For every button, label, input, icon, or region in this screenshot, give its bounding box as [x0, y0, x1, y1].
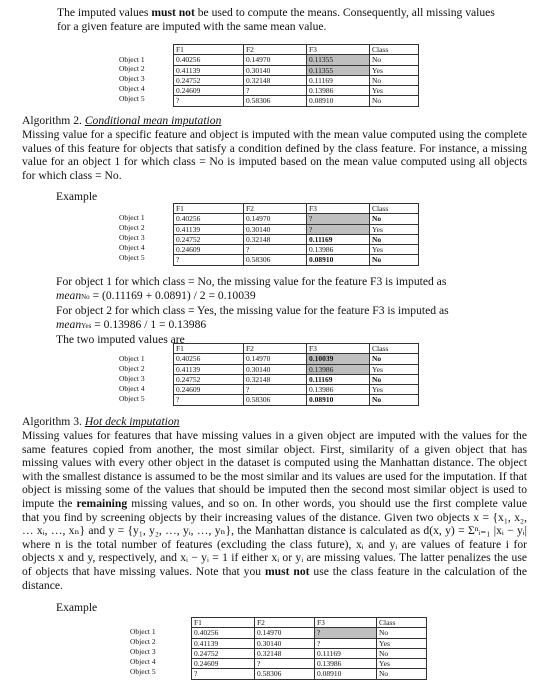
table-header-row	[174, 45, 419, 55]
table-header-cell: F1	[174, 204, 244, 214]
table-row	[174, 395, 419, 405]
table-cell: 0.24752	[174, 374, 244, 384]
table-cell: 0.11169	[307, 374, 370, 384]
table-cell: Yes	[370, 245, 419, 255]
table-cell: ?	[244, 385, 307, 395]
table-cell: 0.13986	[315, 659, 377, 669]
algo3-emphasis-remaining: remaining	[76, 496, 128, 510]
table-header-row	[174, 204, 419, 214]
row-label: Object 3	[130, 647, 156, 656]
table-row	[174, 385, 419, 395]
table-row	[174, 65, 419, 75]
table2	[173, 203, 419, 266]
row-label: Object 3	[119, 374, 145, 383]
table-cell: Yes	[377, 659, 427, 669]
table-row	[174, 55, 419, 65]
table-cell: 0.24752	[174, 75, 244, 85]
table-cell: 0.41139	[174, 364, 244, 374]
table-cell: No	[370, 214, 419, 224]
table-cell: No	[370, 234, 419, 244]
table-cell: 0.30140	[255, 638, 315, 648]
table-header-cell: F3	[307, 344, 370, 354]
mean-yes-subscript: Yes	[81, 321, 92, 330]
table-cell-imputed: 0.13986	[307, 364, 370, 374]
table-cell: 0.30140	[244, 65, 307, 75]
mean-no-subscript: No	[81, 292, 90, 301]
table-row	[174, 224, 419, 234]
table-cell: No	[370, 75, 419, 85]
table-header-row	[174, 344, 419, 354]
mean-no-label: mean	[56, 288, 82, 302]
algo2-title-name: Conditional mean imputation	[84, 114, 222, 127]
row-label: Object 4	[119, 84, 145, 93]
intro-text-a: The imputed values	[57, 6, 152, 19]
table-header-cell: F3	[315, 618, 377, 628]
table-cell: 0.32148	[255, 648, 315, 658]
table-cell: 0.08910	[315, 669, 377, 679]
table-cell: 0.24752	[174, 234, 244, 244]
row-label: Object 1	[119, 354, 145, 363]
table-row	[174, 234, 419, 244]
algo3-emphasis-must-not: must not	[264, 564, 310, 578]
table-header-cell: F2	[255, 618, 315, 628]
table-header-cell: F1	[192, 618, 255, 628]
mean-yes-label: mean	[56, 317, 82, 331]
table-cell: ?	[174, 96, 244, 106]
table-row	[174, 96, 419, 106]
table-cell: 0.24609	[174, 86, 244, 96]
calc-line-5: The two imputed values are	[56, 333, 185, 347]
table-cell: 0.30140	[244, 364, 307, 374]
table-cell: No	[370, 395, 419, 405]
table-cell-imputed: 0.11355	[307, 65, 370, 75]
table-header-cell: Class	[377, 618, 427, 628]
table-cell: ?	[192, 669, 255, 679]
table-cell: 0.14970	[244, 214, 307, 224]
intro-paragraph	[57, 6, 527, 33]
table-cell: 0.11169	[307, 75, 370, 85]
table-cell: ?	[244, 86, 307, 96]
table-cell: 0.13986	[307, 86, 370, 96]
table-cell: Yes	[370, 86, 419, 96]
table-cell-imputed: 0.10039	[307, 354, 370, 364]
table-header-cell: Class	[370, 204, 419, 214]
row-label: Object 2	[119, 64, 145, 73]
row-label: Object 2	[130, 637, 156, 646]
table-cell: 0.40256	[174, 55, 244, 65]
table-cell: 0.40256	[192, 628, 255, 638]
table-row	[192, 628, 427, 638]
table-cell: 0.08910	[307, 255, 370, 265]
table-cell: 0.11169	[315, 648, 377, 658]
table-row	[174, 255, 419, 265]
table-row	[174, 354, 419, 364]
table-cell-missing: ?	[307, 224, 370, 234]
algo3-title-name: Hot deck imputation	[84, 415, 180, 428]
row-label: Object 5	[119, 394, 145, 403]
table-cell: No	[377, 648, 427, 658]
table-cell: 0.24609	[174, 385, 244, 395]
table-header-cell: F2	[244, 204, 307, 214]
table-cell: No	[370, 374, 419, 384]
table-cell: 0.11169	[307, 234, 370, 244]
table-header-cell: F2	[244, 344, 307, 354]
intro-emphasis: must not	[151, 6, 195, 19]
table-cell-missing: ?	[307, 214, 370, 224]
table4	[191, 617, 427, 680]
algo2-title	[22, 114, 221, 128]
algo3-title	[22, 415, 179, 429]
table-cell: 0.14970	[244, 55, 307, 65]
table-cell: Yes	[370, 385, 419, 395]
algo3-body-part3: use the class feature in the calculation of the distance.	[22, 564, 528, 592]
table-cell: 0.41139	[174, 224, 244, 234]
table-header-cell: F1	[174, 45, 244, 55]
table-row	[192, 648, 427, 658]
row-label: Object 5	[119, 253, 145, 262]
row-label: Object 3	[119, 74, 145, 83]
table-cell: Yes	[377, 638, 427, 648]
table-cell: ?	[244, 245, 307, 255]
row-label: Object 1	[130, 627, 156, 636]
table-cell: Yes	[370, 224, 419, 234]
table-cell: 0.32148	[244, 75, 307, 85]
table-header-cell: F3	[307, 204, 370, 214]
table1	[173, 44, 419, 107]
row-label: Object 1	[119, 213, 145, 222]
row-label: Object 4	[119, 243, 145, 252]
table-cell: 0.30140	[244, 224, 307, 234]
table-cell: 0.32148	[244, 234, 307, 244]
table-cell: 0.08910	[307, 96, 370, 106]
table-cell: 0.58306	[255, 669, 315, 679]
table-cell-missing: ?	[315, 628, 377, 638]
table-cell: 0.24752	[192, 648, 255, 658]
table3	[173, 343, 419, 406]
row-label: Object 5	[119, 94, 145, 103]
row-label: Object 4	[130, 657, 156, 666]
table-cell: 0.13986	[307, 385, 370, 395]
row-label: Object 3	[119, 233, 145, 242]
table-row	[174, 364, 419, 374]
table-header-cell: F2	[244, 45, 307, 55]
algo3-body	[22, 429, 527, 592]
table-row	[174, 75, 419, 85]
table-cell: 0.32148	[244, 374, 307, 384]
table-cell-imputed: 0.11355	[307, 55, 370, 65]
table-header-row	[192, 618, 427, 628]
table-row	[192, 669, 427, 679]
mean-yes-formula: = 0.13986 / 1 = 0.13986	[91, 317, 207, 331]
row-label: Object 5	[130, 667, 156, 676]
table-row	[174, 374, 419, 384]
table-row	[174, 245, 419, 255]
algo2-title-prefix: Algorithm 2.	[22, 114, 85, 127]
table-cell: 0.58306	[244, 395, 307, 405]
table-cell: No	[377, 628, 427, 638]
table-cell: ?	[315, 638, 377, 648]
table-cell: ?	[174, 395, 244, 405]
algo3-body-part2: missing values, and so on. In other words, you should use the first complete value that you find by screening objects by their increasing values of the distance. Given two objects x = {x₁, x₂, … xᵢ, …, xₙ} and y = {y₁, y₂, …, yᵢ, …, yₙ}, the Manhattan distance is calculated as d(x, y) = Σⁿᵢ₌₁ |xᵢ − yᵢ| where n is the total number of features (excluding the class future), xᵢ and yᵢ are values of feature i for objects x and y, respectively, and xᵢ − yᵢ = 1 if either xᵢ or yᵢ are missing values. The latter penalizes the use of objects that have missing values. Note that you	[22, 496, 527, 578]
algo2-body: Missing value for a specific feature and object is imputed with the mean value computed using the complete values of this feature for objects that satisfy a condition defined by the class feature. For instance, a missing value for an object 1 for which class = No is imputed based on the mean value computed using all objects for which class = No.	[22, 128, 527, 182]
table-header-cell: Class	[370, 45, 419, 55]
row-label: Object 2	[119, 364, 145, 373]
table-cell: 0.14970	[255, 628, 315, 638]
table-row	[192, 638, 427, 648]
algo3-title-prefix: Algorithm 3.	[22, 415, 85, 428]
table-cell: 0.24609	[192, 659, 255, 669]
table-cell: 0.41139	[192, 638, 255, 648]
algo2-example-label: Example	[56, 190, 98, 203]
table-cell: 0.08910	[307, 395, 370, 405]
row-label: Object 1	[119, 55, 145, 64]
algo3-body-part1: Missing values for features that have missing values in a given object are imputed with the values for the same features copied from another, the most similar object. First, similarity of a given object that has missing values with every other object in the dataset is computed using the Manhattan distance. The object with the smallest distance is assumed to be the most similar and its values are used for the imputation. If that object is missing some of the values that should be imputed then the second most similar object is used to impute the	[22, 429, 527, 510]
table-cell: Yes	[370, 65, 419, 75]
intro-text-c: for a given feature are imputed with the same mean value.	[57, 19, 327, 33]
table-cell: No	[370, 354, 419, 364]
mean-no-formula: = (0.11169 + 0.0891) / 2 = 0.10039	[89, 288, 256, 302]
row-label: Object 2	[119, 223, 145, 232]
table-cell: 0.41139	[174, 65, 244, 75]
table-cell: 0.58306	[244, 255, 307, 265]
table-cell: ?	[255, 659, 315, 669]
table-cell: 0.13986	[307, 245, 370, 255]
table-row	[192, 659, 427, 669]
table-row	[174, 86, 419, 96]
table-cell: ?	[174, 255, 244, 265]
algo3-example-label: Example	[56, 601, 98, 614]
table-cell: 0.14970	[244, 354, 307, 364]
table-row	[174, 214, 419, 224]
table-header-cell: F3	[307, 45, 370, 55]
calc-line-1: For object 1 for which class = No, the missing value for the feature F3 is imputed as	[56, 275, 447, 288]
table-cell: 0.24609	[174, 245, 244, 255]
table-cell: 0.40256	[174, 214, 244, 224]
intro-text-b: be used to compute the means. Consequently, all missing values	[194, 6, 495, 19]
table-cell: Yes	[370, 364, 419, 374]
table-header-cell: F1	[174, 344, 244, 354]
table-cell: No	[377, 669, 427, 679]
table-cell: No	[370, 255, 419, 265]
table-cell: 0.40256	[174, 354, 244, 364]
table-header-cell: Class	[370, 344, 419, 354]
table-cell: No	[370, 96, 419, 106]
table-cell: 0.58306	[244, 96, 307, 106]
calc-line-3: For object 2 for which class = Yes, the missing value for the feature F3 is imputed as	[56, 304, 449, 318]
table-cell: No	[370, 55, 419, 65]
row-label: Object 4	[119, 384, 145, 393]
algo2-calculation	[56, 275, 526, 347]
